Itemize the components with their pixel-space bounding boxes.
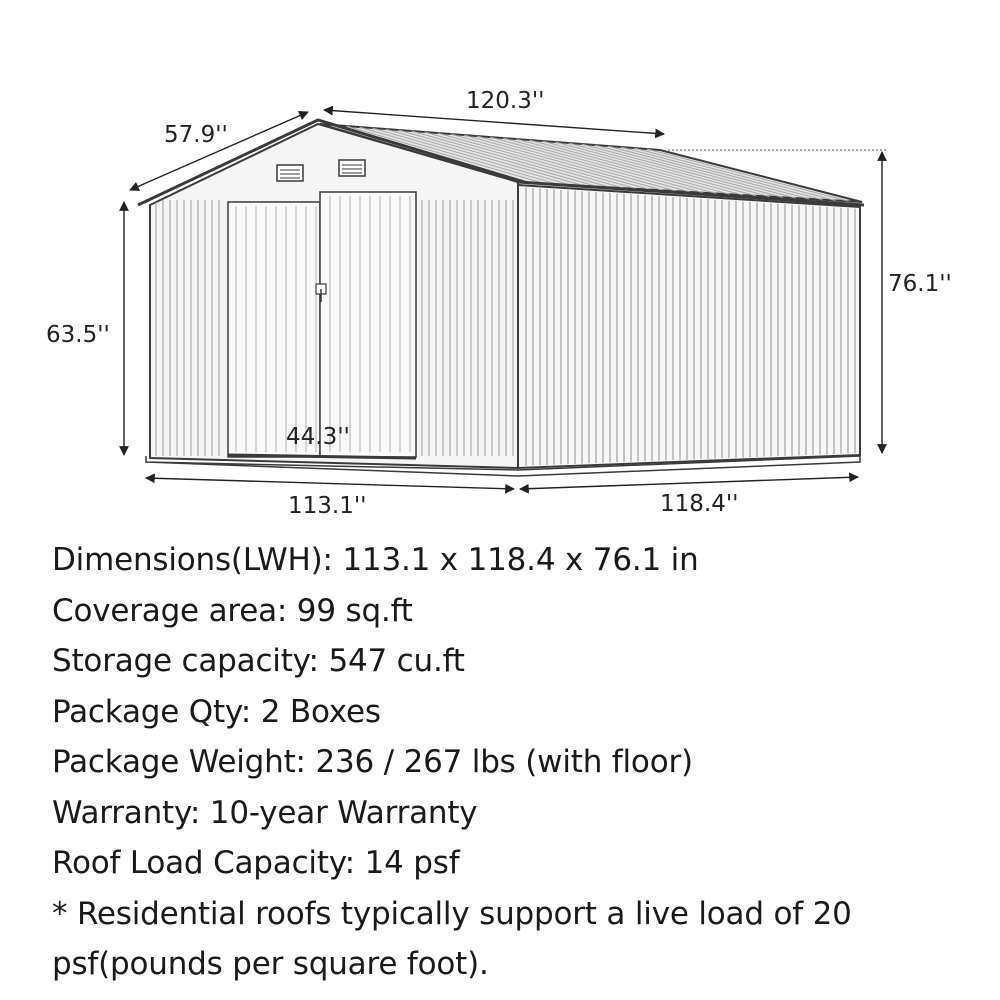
dim-line-side-length — [520, 477, 858, 489]
spec-roof-load: Roof Load Capacity: 14 psf — [52, 845, 460, 881]
spec-package-weight: Package Weight: 236 / 267 lbs (with floor) — [52, 744, 693, 780]
label-roof-depth: 57.9'' — [164, 122, 228, 148]
spec-list — [52, 535, 982, 990]
spec-coverage-area: Coverage area: 99 sq.ft — [52, 592, 413, 629]
spec-dimensions: Dimensions(LWH): 113.1 x 118.4 x 76.1 in — [52, 542, 699, 578]
spec-storage-capacity: Storage capacity: 547 cu.ft — [52, 643, 465, 679]
spec-package-qty: Package Qty: 2 Boxes — [52, 693, 381, 730]
spec-roof-load-note: * Residential roofs typically support a live load of 20 psf(pounds per square foot). — [52, 895, 852, 982]
label-front-width: 113.1'' — [288, 493, 367, 519]
label-wall-height: 63.5'' — [46, 322, 110, 348]
spec-warranty: Warranty: 10-year Warranty — [52, 794, 478, 831]
shed-right-door — [320, 192, 416, 457]
vent-icon — [277, 165, 303, 181]
shed-side-wall — [518, 185, 860, 468]
label-overall-height: 76.1'' — [888, 271, 952, 297]
dim-line-front-width — [146, 478, 514, 489]
label-side-length: 118.4'' — [660, 491, 739, 517]
label-roof-length: 120.3'' — [466, 88, 545, 114]
label-door-width: 44.3'' — [286, 424, 350, 450]
vent-icon — [339, 160, 365, 176]
